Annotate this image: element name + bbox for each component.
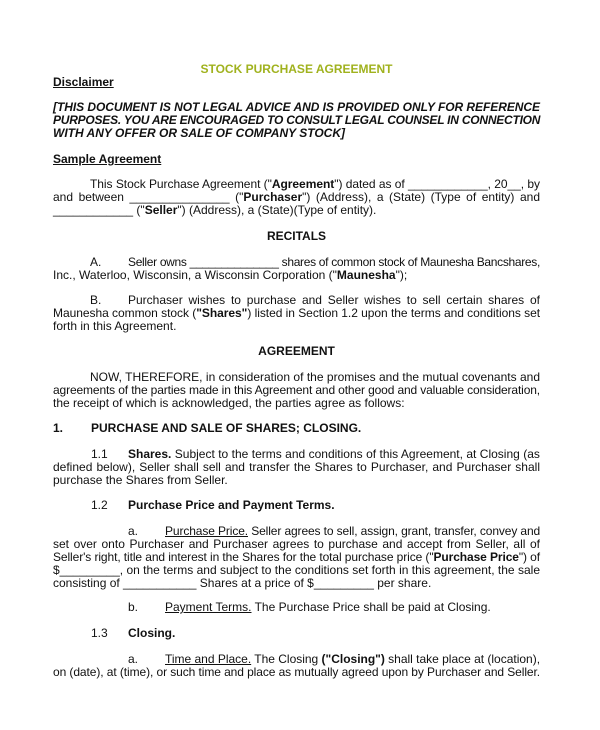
text-segment: ") (Address), a (State)(Type of entity).	[177, 203, 377, 217]
text-segment: ) listed in Section 1.2 upon the terms and conditions set	[247, 306, 541, 320]
text-segment: Purchase Price.	[165, 524, 248, 538]
text-segment: Seller	[144, 203, 178, 217]
section-number-label: 1.1	[91, 447, 108, 461]
text-segment: ") dated as of ____________, 20__, by	[334, 177, 541, 191]
text-line	[53, 320, 540, 333]
section-number-label: b.	[128, 600, 139, 614]
text-segment: Seller's right, title and interest in the Shares for the total purchase price ("	[53, 550, 434, 564]
text-segment: "Shares"	[196, 306, 248, 320]
text-segment: Sample Agreement	[53, 152, 162, 166]
text-line	[53, 577, 540, 590]
line-text	[53, 100, 540, 114]
text-line	[53, 397, 540, 410]
text-segment: ("Closing")	[321, 652, 385, 666]
line-text	[128, 498, 335, 512]
text-segment: ") (Address), a (State) (Type of entity) and	[302, 190, 540, 204]
text-segment: and between _______________ ("	[53, 190, 244, 204]
text-segment: STOCK PURCHASE AGREEMENT	[200, 62, 393, 76]
line-text	[165, 600, 491, 614]
text-segment: Shares.	[128, 447, 172, 461]
text-line	[53, 666, 540, 679]
text-segment: Payment Terms.	[165, 600, 252, 614]
line-text	[53, 203, 376, 217]
line-text	[53, 113, 540, 127]
text-line	[53, 474, 540, 487]
line-text	[53, 396, 405, 410]
line-text	[53, 319, 176, 333]
text-segment: Purchase Price and Payment Terms.	[128, 498, 335, 512]
line-text	[165, 524, 540, 538]
text-segment: The Closing	[251, 652, 322, 666]
text-segment: Purchaser	[243, 190, 303, 204]
line-text	[128, 447, 540, 461]
text-segment: the receipt of which is acknowledged, the parties agree as follows:	[53, 396, 405, 410]
line-text	[53, 268, 407, 282]
line-text	[53, 665, 540, 679]
text-segment: [THIS DOCUMENT IS NOT LEGAL ADVICE AND IS PROVIDED ONLY FOR REFERENCE	[53, 100, 540, 114]
text-segment: AGREEMENT	[258, 344, 335, 358]
line-text	[53, 563, 540, 577]
text-segment: PURPOSES. YOU ARE ENCOURAGED TO CONSULT LEGAL COUNSEL IN CONNECTION	[53, 113, 541, 127]
line-text	[128, 626, 175, 640]
text-segment: The Purchase Price shall be paid at Closing.	[251, 600, 491, 614]
line-text	[53, 306, 540, 320]
text-segment: shall take place at (location),	[384, 652, 541, 666]
section-number-label: A.	[90, 255, 102, 269]
text-segment: Maunesha common stock (	[53, 306, 197, 320]
text-segment: Agreement	[271, 177, 335, 191]
text-segment: Purchase Price	[433, 550, 519, 564]
line-text	[90, 177, 540, 191]
text-segment: defined below), Seller shall sell and transfer the Shares to Purchaser, and Purchaser shall	[53, 460, 540, 474]
line-text	[53, 126, 345, 140]
line-text	[53, 383, 540, 397]
text-segment: WITH ANY OFFER OR SALE OF COMPANY STOCK]	[53, 126, 346, 140]
text-segment: Closing.	[128, 626, 176, 640]
section-number-label: 1.3	[91, 626, 108, 640]
line-text	[53, 576, 431, 590]
line-text	[200, 62, 392, 76]
text-segment: $_________, on the terms and subject to the conditions set forth in this agreement, the sale	[53, 563, 540, 577]
text-segment: forth in this Agreement.	[53, 319, 177, 333]
line-text	[53, 75, 114, 89]
text-segment: NOW, THEREFORE, in consideration of the promises and the mutual covenants and	[90, 370, 540, 384]
text-segment: Seller owns ______________ shares of common stock of Maunesha Bancshares,	[128, 255, 540, 269]
text-line	[53, 127, 540, 140]
text-segment: ____________ ("	[53, 203, 145, 217]
text-segment: This Stock Purchase Agreement ("	[90, 177, 272, 191]
text-segment: set over onto Purchaser and Purchaser agrees to purchase and accept from Seller, all of	[53, 537, 540, 551]
text-line	[53, 63, 540, 76]
line-text	[128, 255, 540, 269]
text-line	[53, 269, 540, 282]
text-segment: purchase the Shares from Seller.	[53, 473, 228, 487]
text-line	[53, 76, 540, 89]
line-text	[53, 537, 540, 551]
line-text	[53, 190, 540, 204]
text-segment: Subject to the terms and conditions of this Agreement, at Closing (as	[171, 447, 540, 461]
line-text	[165, 652, 540, 666]
text-segment: Maunesha	[336, 268, 396, 282]
line-text	[267, 229, 326, 243]
text-segment: agreements of the parties made in this Agreement and other good and valuable consideration,	[53, 383, 540, 397]
line-text	[53, 550, 540, 564]
text-segment: Time and Place.	[165, 652, 252, 666]
text-segment: ");	[395, 268, 408, 282]
line-text	[53, 152, 161, 166]
line-text	[53, 473, 228, 487]
text-segment: Inc., Waterloo, Wisconsin, a Wisconsin Corporation ("	[53, 268, 337, 282]
section-number-label: 1.2	[91, 498, 108, 512]
section-number-label: a.	[128, 652, 139, 666]
text-segment: ") of	[518, 550, 540, 564]
text-segment: on (date), at (time), or such time and place as mutually agreed upon by Purchaser and Seller.	[53, 665, 540, 679]
text-segment: RECITALS	[266, 229, 327, 243]
text-line	[53, 204, 540, 217]
text-line	[53, 153, 540, 166]
text-segment: consisting of ___________ Shares at a price of $_________ per share.	[53, 576, 432, 590]
text-line	[53, 601, 540, 614]
text-segment: Purchaser wishes to purchase and Seller wishes to sell certain shares of	[128, 293, 540, 307]
text-line	[53, 422, 540, 435]
line-text	[53, 460, 540, 474]
line-text	[258, 344, 335, 358]
line-text	[90, 370, 540, 384]
text-segment: Disclaimer	[53, 75, 114, 89]
section-number-label: 1.	[53, 421, 64, 435]
text-line	[53, 230, 540, 243]
section-number-label: a.	[128, 524, 139, 538]
section-number-label: B.	[90, 293, 102, 307]
text-line	[53, 499, 540, 512]
line-text	[91, 421, 361, 435]
line-text	[128, 293, 540, 307]
text-line	[53, 345, 540, 358]
text-segment: PURCHASE AND SALE OF SHARES; CLOSING.	[91, 421, 362, 435]
text-segment: Seller agrees to sell, assign, grant, transfer, convey and	[248, 524, 541, 538]
text-line	[53, 627, 540, 640]
